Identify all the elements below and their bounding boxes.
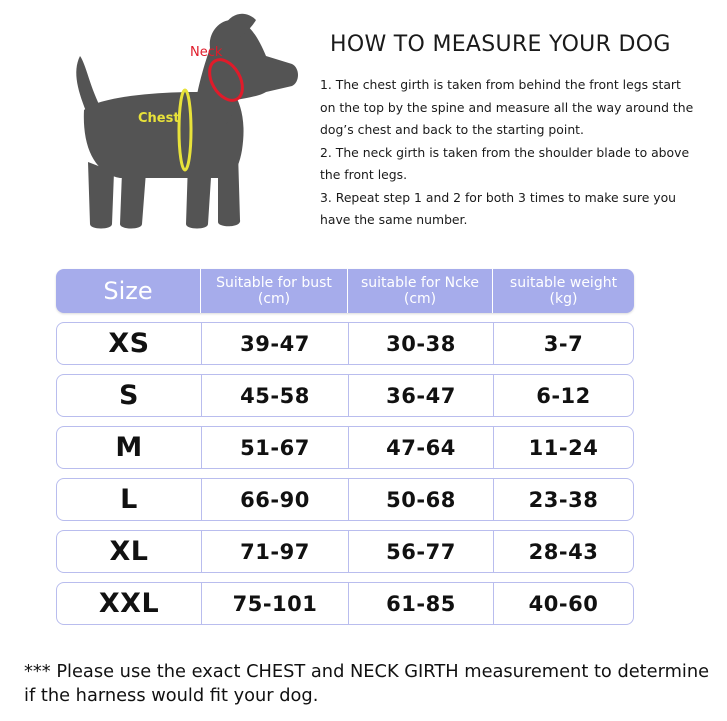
header-bust: Suitable for bust (cm) xyxy=(200,269,347,313)
size-cell: S xyxy=(119,380,139,411)
step-2: 2. The neck girth is taken from the shoulder blade to above the front legs. xyxy=(320,144,690,182)
neck-cell: 50-68 xyxy=(348,479,493,520)
size-cell: XXL xyxy=(98,588,160,619)
table-row xyxy=(56,322,634,365)
table-row xyxy=(56,530,634,573)
bust-cell: 66-90 xyxy=(201,479,348,520)
neck-cell: 47-64 xyxy=(348,427,493,468)
bust-cell: 45-58 xyxy=(201,375,348,416)
neck-label: Neck xyxy=(190,45,223,60)
bust-cell: 71-97 xyxy=(201,531,348,572)
size-cell: M xyxy=(115,432,143,463)
header-neck: suitable for Ncke (cm) xyxy=(347,269,492,313)
neck-cell: 61-85 xyxy=(348,583,493,624)
step-1: 1. The chest girth is taken from behind the front legs start on the top by the spine and measure all the way around the dog’s chest and back to the starting point. xyxy=(320,77,694,137)
size-table xyxy=(56,269,634,625)
size-cell: XS xyxy=(108,328,150,359)
weight-cell: 23-38 xyxy=(493,479,633,520)
page-title: HOW TO MEASURE YOUR DOG xyxy=(330,32,671,57)
weight-cell: 40-60 xyxy=(493,583,633,624)
dog-illustration xyxy=(60,12,310,237)
neck-cell: 36-47 xyxy=(348,375,493,416)
bust-cell: 51-67 xyxy=(201,427,348,468)
weight-cell: 3-7 xyxy=(493,323,633,364)
header-size: Size xyxy=(103,277,153,305)
header-weight: suitable weight (kg) xyxy=(492,269,634,313)
weight-cell: 11-24 xyxy=(493,427,633,468)
size-cell: L xyxy=(120,484,138,515)
neck-cell: 56-77 xyxy=(348,531,493,572)
weight-cell: 28-43 xyxy=(493,531,633,572)
table-header xyxy=(56,269,634,313)
step-3: 3. Repeat step 1 and 2 for both 3 times to make sure you have the same number. xyxy=(320,189,677,227)
size-cell: XL xyxy=(109,536,149,567)
neck-cell: 30-38 xyxy=(348,323,493,364)
table-row xyxy=(56,374,634,417)
table-row xyxy=(56,478,634,521)
measure-steps xyxy=(320,74,700,232)
fit-note: *** Please use the exact CHEST and NECK GIRTH measurement to determine if the harness would fit your dog. xyxy=(24,661,710,706)
dog-silhouette xyxy=(76,14,298,229)
table-row xyxy=(56,582,634,625)
chest-label: Chest xyxy=(138,111,180,126)
table-row xyxy=(56,426,634,469)
bust-cell: 39-47 xyxy=(201,323,348,364)
bust-cell: 75-101 xyxy=(201,583,348,624)
weight-cell: 6-12 xyxy=(493,375,633,416)
